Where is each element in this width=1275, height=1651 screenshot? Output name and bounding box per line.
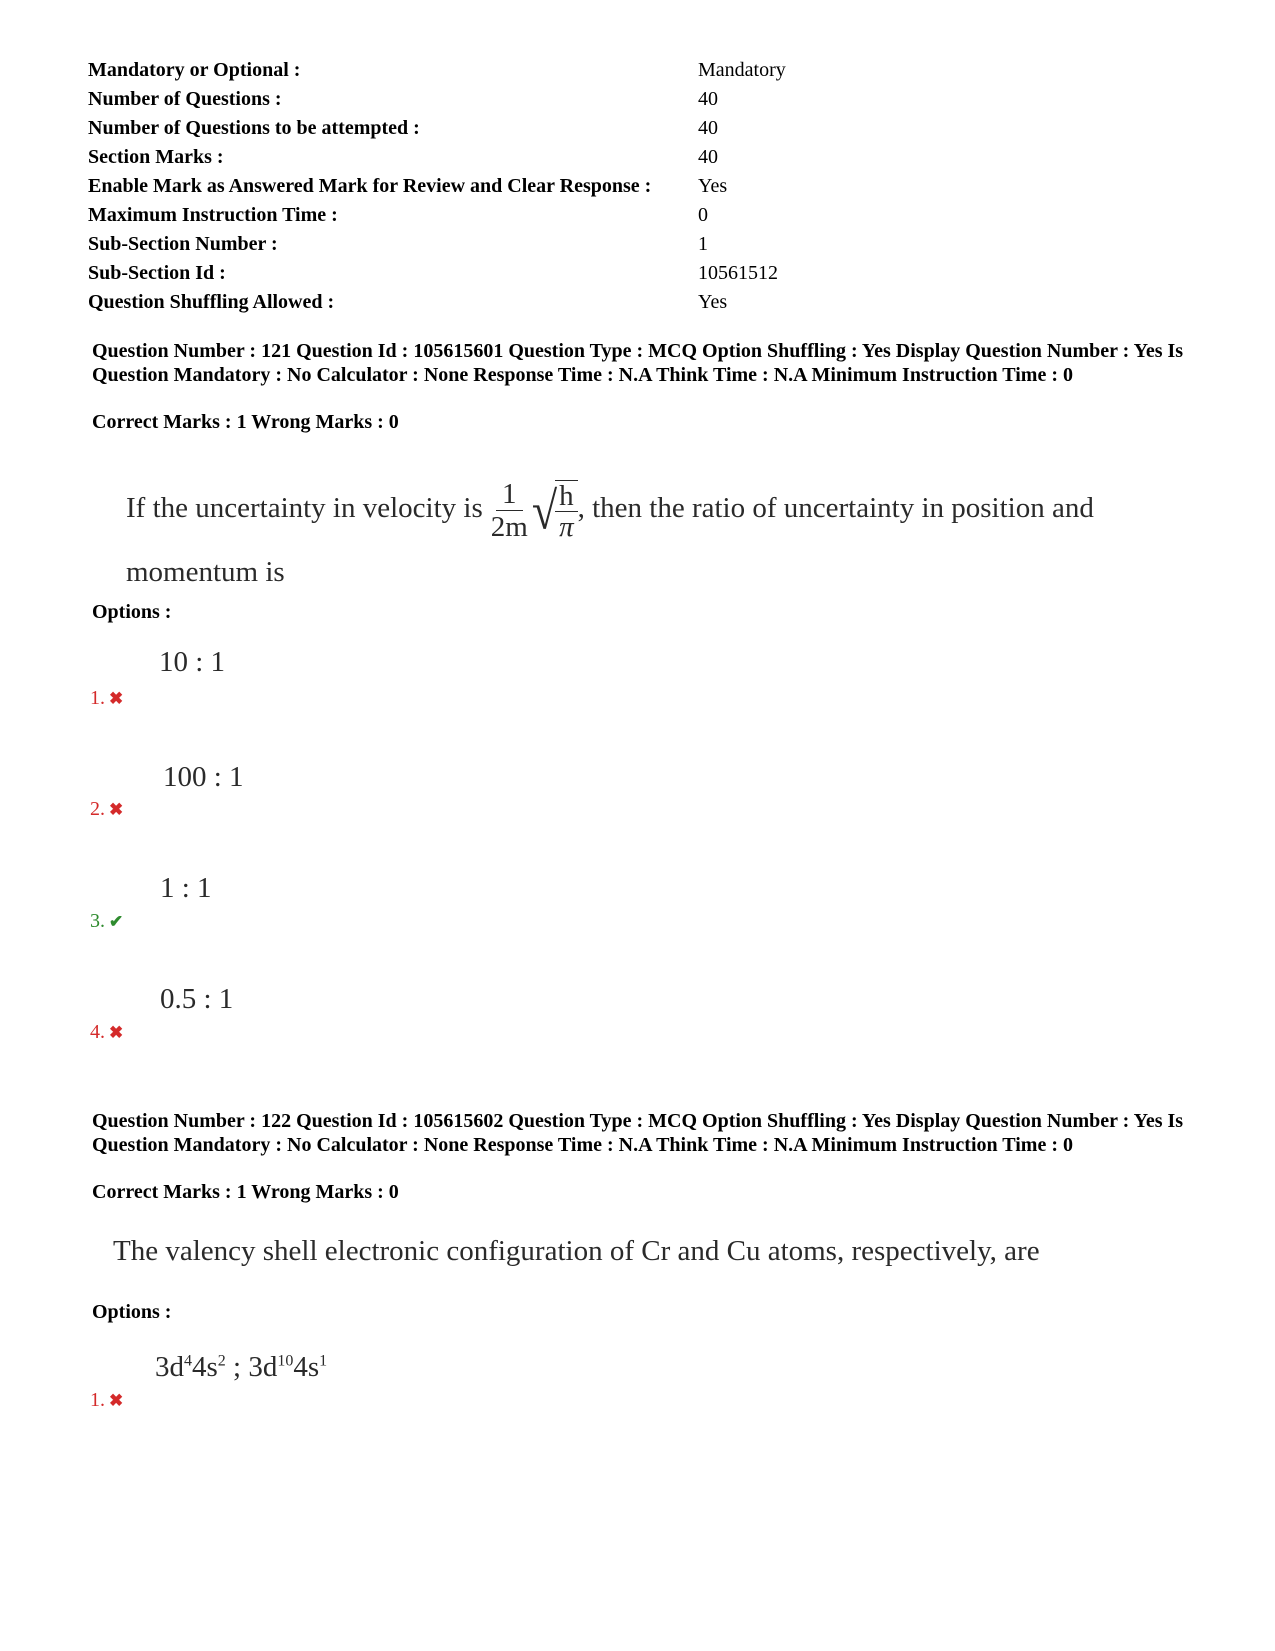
- option-value: 10 : 1: [159, 646, 226, 678]
- question-text: The valency shell electronic configuration of Cr and Cu atoms, respectively, are: [113, 1235, 1040, 1267]
- info-value: 40: [698, 117, 718, 139]
- question-header: Question Number : 121 Question Id : 105615601 Question Type : MCQ Option Shuffling : Yes Display Question Number : Yes Is Question Mandatory : No Calculator : None Response Time : N.A Think Time : N.A Minimum Instruction Time : 0: [92, 340, 1184, 386]
- config-separator: ;: [225, 1351, 249, 1383]
- info-row: [88, 85, 786, 114]
- config-part: 4s: [192, 1351, 218, 1383]
- option-marker: [90, 688, 123, 709]
- option-marker: [90, 1022, 123, 1043]
- sqrt-fraction: [555, 480, 578, 542]
- info-row: [88, 230, 786, 259]
- square-root: [532, 480, 578, 542]
- config-superscript: 2: [217, 1352, 226, 1370]
- question-marks: Correct Marks : 1 Wrong Marks : 0: [92, 411, 399, 433]
- config-superscript: 10: [277, 1352, 294, 1370]
- question-header: Question Number : 122 Question Id : 105615602 Question Type : MCQ Option Shuffling : Yes Display Question Number : Yes Is Question Mandatory : No Calculator : None Response Time : N.A Think Time : N.A Minimum Instruction Time : 0: [92, 1110, 1184, 1156]
- options-label: Options :: [92, 1301, 172, 1323]
- info-label: Number of Questions to be attempted :: [88, 117, 420, 139]
- info-label: Section Marks :: [88, 146, 224, 168]
- info-value: 40: [698, 146, 718, 168]
- config-superscript: 4: [184, 1352, 192, 1370]
- config-part: 4s: [293, 1351, 320, 1383]
- option-marker: [90, 799, 123, 820]
- fraction-numerator: 1: [496, 478, 523, 511]
- info-value: Yes: [698, 175, 728, 197]
- question-text-before: If the uncertainty in velocity is: [126, 492, 483, 525]
- section-info-table: [88, 56, 786, 317]
- info-label: Maximum Instruction Time :: [88, 204, 338, 226]
- info-value: 10561512: [698, 262, 778, 284]
- option-number: 1.: [90, 1389, 105, 1411]
- info-label: Sub-Section Number :: [88, 233, 278, 255]
- options-label: Options :: [92, 601, 172, 623]
- wrong-mark-icon: ✖: [109, 800, 124, 819]
- correct-mark-icon: ✔: [109, 912, 124, 931]
- info-value: Mandatory: [698, 59, 786, 81]
- question-text-after: , then the ratio of uncertainty in position and: [577, 492, 1094, 525]
- config-superscript: 1: [319, 1352, 328, 1370]
- option-number: 3.: [90, 910, 105, 932]
- sqrt-numerator: h: [555, 481, 578, 512]
- option-number: 2.: [90, 798, 105, 820]
- sqrt-denominator: π: [559, 510, 574, 543]
- question-text-line2: momentum is: [126, 556, 285, 588]
- wrong-mark-icon: ✖: [109, 1391, 124, 1410]
- option-marker: [90, 1390, 123, 1411]
- info-row: [88, 56, 786, 85]
- option-marker: [90, 911, 123, 932]
- config-part: 3d: [248, 1351, 278, 1383]
- config-part: 3d: [155, 1351, 184, 1383]
- info-value: 1: [698, 233, 708, 255]
- info-label: Question Shuffling Allowed :: [88, 291, 335, 313]
- info-row: [88, 114, 786, 143]
- info-row: [88, 259, 786, 288]
- info-label: Sub-Section Id :: [88, 262, 226, 284]
- option-value: 1 : 1: [160, 872, 212, 904]
- option-number: 4.: [90, 1021, 105, 1043]
- info-label: Number of Questions :: [88, 88, 282, 110]
- info-row: [88, 172, 786, 201]
- fraction: [491, 478, 528, 543]
- info-row: [88, 201, 786, 230]
- option-value: 0.5 : 1: [160, 983, 234, 1015]
- option-value: [155, 1351, 327, 1384]
- info-value: 40: [698, 88, 718, 110]
- info-value: 0: [698, 204, 708, 226]
- info-label: Enable Mark as Answered Mark for Review and Clear Response :: [88, 175, 652, 197]
- question-text: [126, 478, 1094, 543]
- option-number: 1.: [90, 687, 105, 709]
- info-label: Mandatory or Optional :: [88, 59, 301, 81]
- info-row: [88, 288, 786, 317]
- fraction-denominator: 2m: [490, 511, 528, 543]
- question-marks: Correct Marks : 1 Wrong Marks : 0: [92, 1181, 399, 1203]
- radical-sign-icon: √: [531, 480, 558, 540]
- wrong-mark-icon: ✖: [109, 689, 124, 708]
- option-value: 100 : 1: [163, 761, 244, 793]
- wrong-mark-icon: ✖: [109, 1023, 124, 1042]
- info-row: [88, 143, 786, 172]
- info-value: Yes: [698, 291, 728, 313]
